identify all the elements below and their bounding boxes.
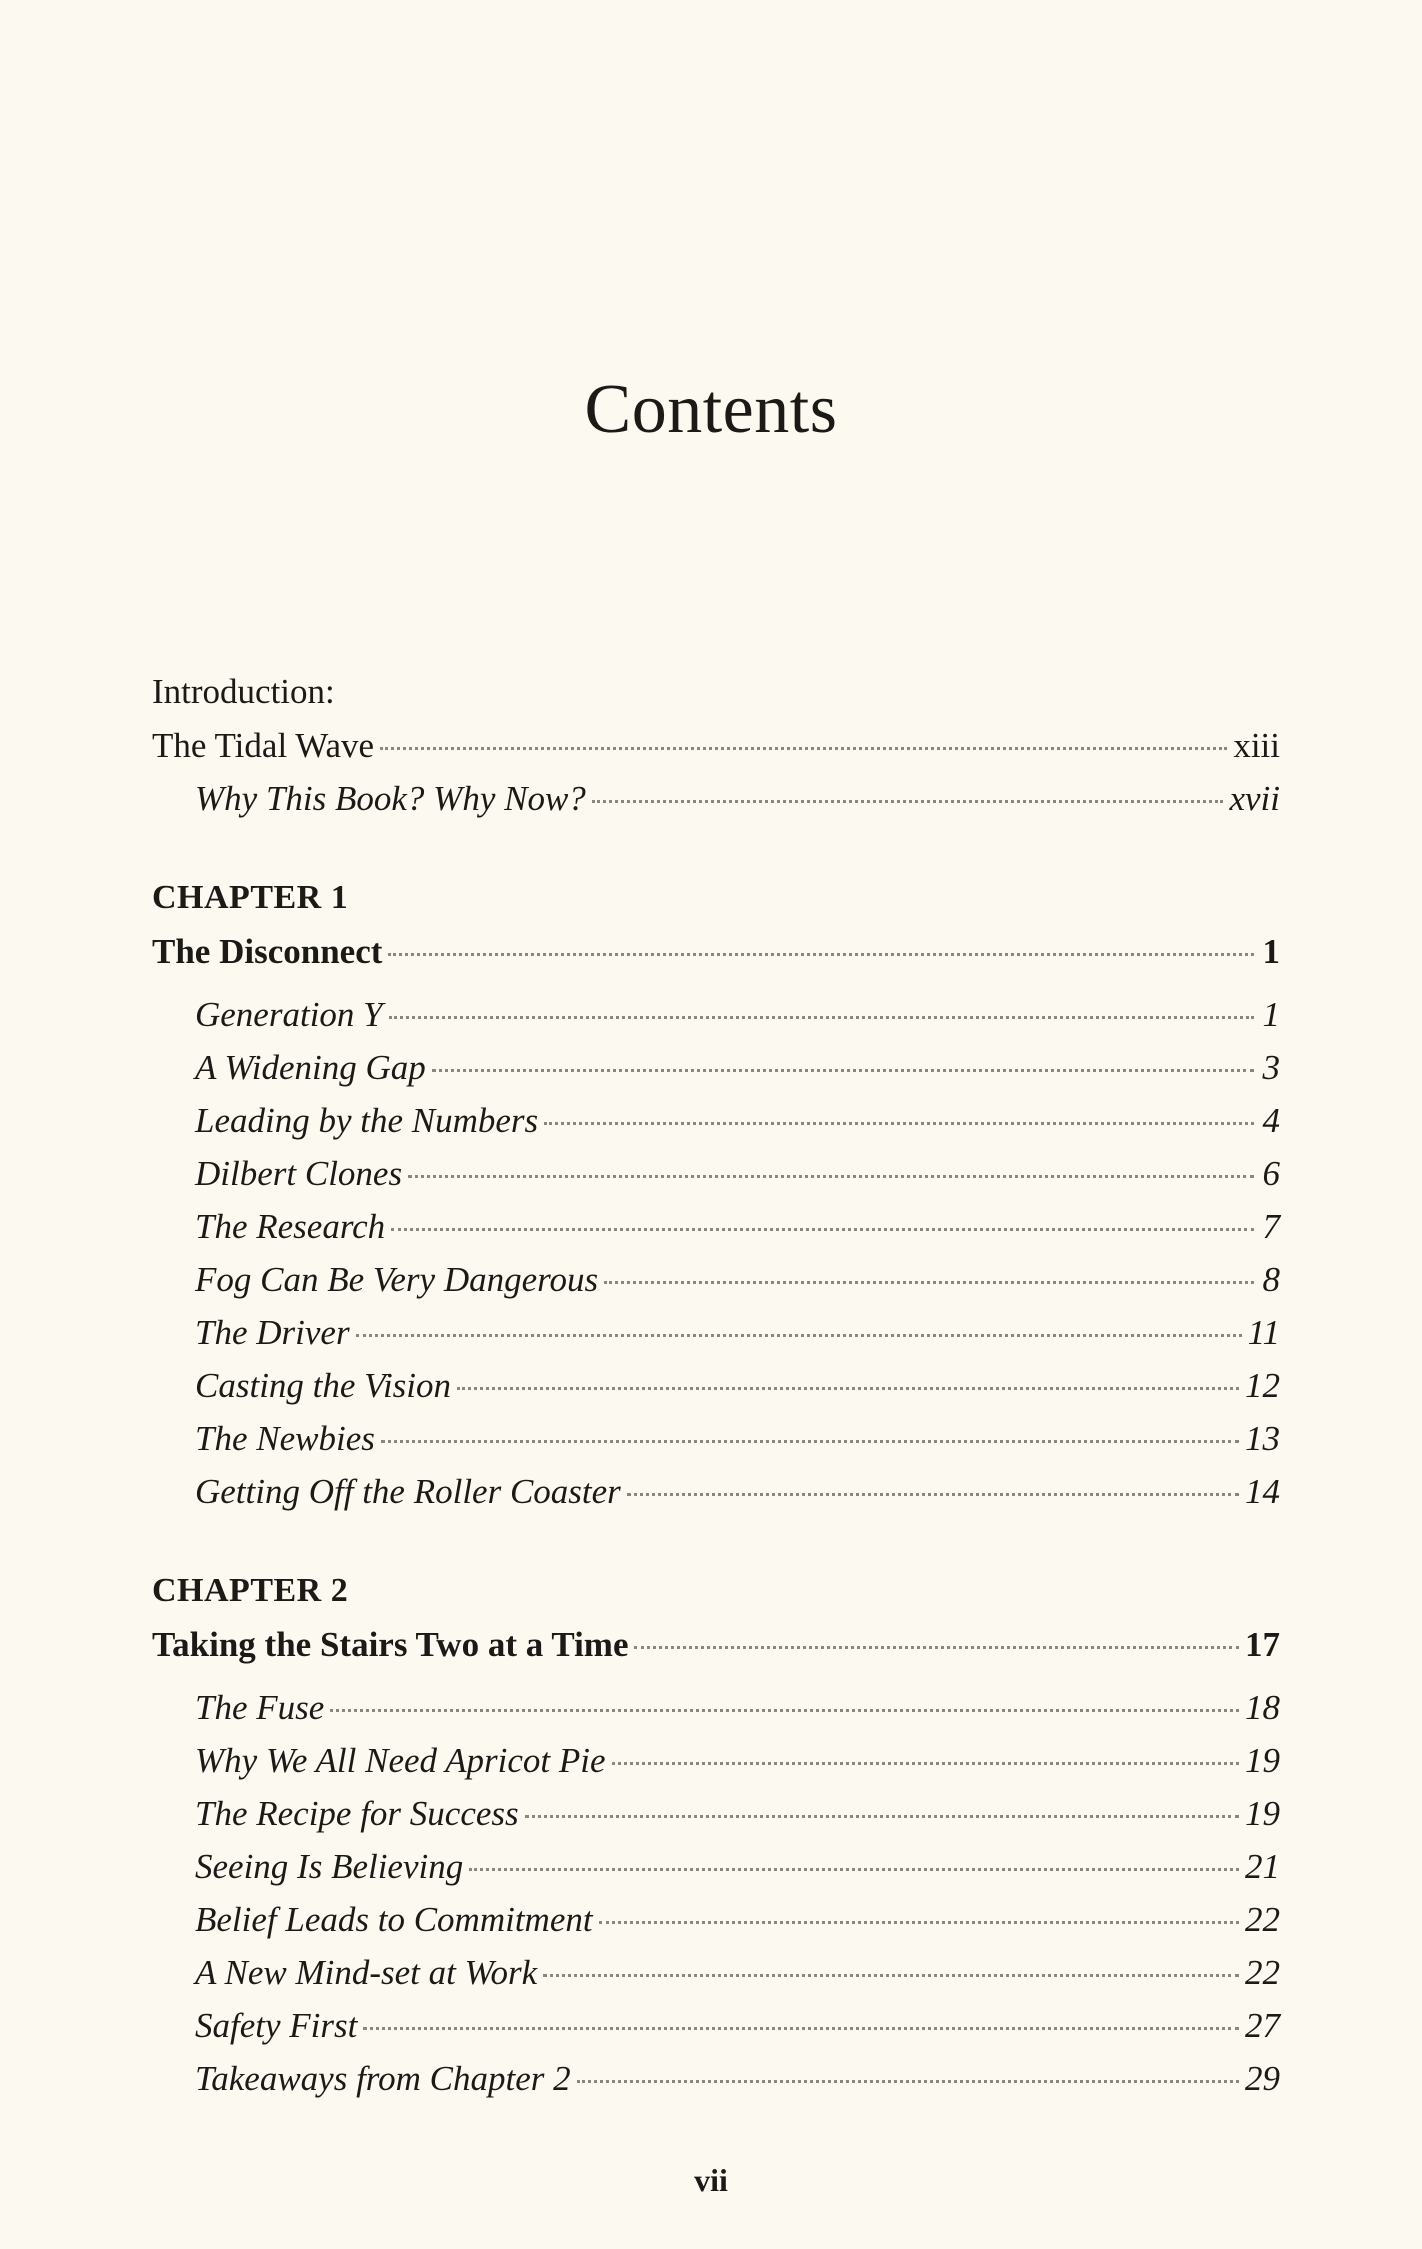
dot-leader	[330, 1699, 1239, 1712]
dot-leader	[391, 1218, 1254, 1231]
toc-section-chapter-1	[152, 871, 1280, 1518]
dot-leader	[469, 1858, 1239, 1871]
toc-entry-title: The Research	[195, 1207, 386, 1246]
dot-leader	[599, 1911, 1239, 1924]
toc-entry-sub	[152, 1787, 1280, 1840]
toc-entry-title: The Newbies	[195, 1419, 375, 1458]
toc-entry-title: A New Mind-set at Work	[195, 1953, 538, 1992]
chapter-label: CHAPTER 2	[152, 1572, 349, 1609]
toc-entry-main	[152, 719, 1280, 772]
toc-entry-sub	[152, 1359, 1280, 1412]
toc-entry-page: 18	[1245, 1688, 1280, 1727]
table-of-contents	[152, 665, 1280, 2151]
toc-entry-page: 1	[1262, 932, 1280, 971]
toc-entry-title: The Recipe for Success	[195, 1794, 519, 1833]
toc-entry-sub	[152, 1041, 1280, 1094]
toc-entry-title: The Disconnect	[152, 932, 383, 971]
dot-leader	[612, 1752, 1239, 1765]
toc-entry-sub	[152, 1147, 1280, 1200]
dot-leader	[381, 1430, 1239, 1443]
toc-entry-title: Belief Leads to Commitment	[195, 1900, 593, 1939]
toc-entry-page: 11	[1247, 1313, 1280, 1352]
dot-leader	[388, 943, 1254, 956]
toc-entry-sub	[152, 1253, 1280, 1306]
toc-entry-page: 22	[1245, 1953, 1280, 1992]
toc-entry-title: Generation Y	[195, 995, 383, 1034]
toc-entry-page: 13	[1245, 1419, 1280, 1458]
toc-entry-page: 22	[1245, 1900, 1280, 1939]
toc-section-introduction	[152, 665, 1280, 825]
toc-entry-sub	[152, 1893, 1280, 1946]
toc-entry-title: Getting Off the Roller Coaster	[195, 1472, 621, 1511]
toc-entry-title: Safety First	[195, 2006, 358, 2045]
toc-entry-page: 29	[1245, 2059, 1280, 2098]
toc-entry-page: 6	[1262, 1154, 1280, 1193]
toc-entry-page: 19	[1245, 1741, 1280, 1780]
toc-entry-page: 19	[1245, 1794, 1280, 1833]
toc-entry-title: Takeaways from Chapter 2	[195, 2059, 571, 2098]
toc-entry-sub	[152, 1306, 1280, 1359]
toc-entry-title: The Tidal Wave	[152, 726, 375, 765]
toc-entry-title: Fog Can Be Very Dangerous	[195, 1260, 599, 1299]
dot-leader	[604, 1271, 1254, 1284]
dot-leader	[525, 1805, 1239, 1818]
toc-section-chapter-2	[152, 1564, 1280, 2105]
page-title: Contents	[584, 371, 838, 448]
toc-entry-sub	[152, 1999, 1280, 2052]
toc-entry-title: The Driver	[195, 1313, 350, 1352]
toc-entry-page: 12	[1245, 1366, 1280, 1405]
toc-entry-page: 7	[1262, 1207, 1280, 1246]
toc-entry-main	[152, 1618, 1280, 1671]
toc-entry-sub	[152, 1681, 1280, 1734]
dot-leader	[543, 1964, 1239, 1977]
toc-entry-sub	[152, 1734, 1280, 1787]
toc-entry-page: 3	[1262, 1048, 1280, 1087]
toc-entry-page: 1	[1262, 995, 1280, 1034]
dot-leader	[356, 1324, 1242, 1337]
toc-entry-title: Taking the Stairs Two at a Time	[152, 1625, 629, 1664]
dot-leader	[363, 2017, 1239, 2030]
toc-entry-sub	[152, 1840, 1280, 1893]
toc-entry-title: Why This Book? Why Now?	[195, 779, 586, 818]
toc-entry-main	[152, 925, 1280, 978]
toc-entry-page: 14	[1245, 1472, 1280, 1511]
dot-leader	[457, 1377, 1239, 1390]
toc-entry-sub	[152, 988, 1280, 1041]
section-heading: Introduction:	[152, 672, 335, 711]
toc-entry-page: xiii	[1233, 726, 1280, 765]
toc-entry-title: The Fuse	[195, 1688, 325, 1727]
dot-leader	[577, 2070, 1239, 2083]
dot-leader	[408, 1165, 1254, 1178]
toc-entry-page: 27	[1245, 2006, 1280, 2045]
dot-leader	[432, 1059, 1254, 1072]
toc-entry-sub	[152, 1200, 1280, 1253]
toc-entry-page: 8	[1262, 1260, 1280, 1299]
toc-entry-title: Dilbert Clones	[195, 1154, 403, 1193]
toc-entry-sub	[152, 1946, 1280, 1999]
toc-entry-page: 17	[1245, 1625, 1280, 1664]
toc-entry-title: Why We All Need Apricot Pie	[195, 1741, 606, 1780]
chapter-label: CHAPTER 1	[152, 879, 349, 916]
dot-leader	[380, 737, 1227, 750]
toc-entry-title: Casting the Vision	[195, 1366, 452, 1405]
page-number: vii	[694, 2162, 728, 2198]
toc-entry-page: 21	[1245, 1847, 1280, 1886]
toc-entry-sub	[152, 1094, 1280, 1147]
dot-leader	[389, 1006, 1254, 1019]
toc-entry-title: Leading by the Numbers	[195, 1101, 539, 1140]
toc-entry-sub	[152, 772, 1280, 825]
dot-leader	[627, 1483, 1239, 1496]
dot-leader	[634, 1636, 1239, 1649]
toc-entry-sub	[152, 1465, 1280, 1518]
toc-entry-sub	[152, 1412, 1280, 1465]
toc-entry-page: 4	[1262, 1101, 1280, 1140]
dot-leader	[544, 1112, 1254, 1125]
toc-entry-title: Seeing Is Believing	[195, 1847, 464, 1886]
toc-entry-page: xvii	[1229, 779, 1280, 818]
toc-entry-sub	[152, 2052, 1280, 2105]
dot-leader	[592, 790, 1224, 803]
toc-entry-title: A Widening Gap	[195, 1048, 426, 1087]
